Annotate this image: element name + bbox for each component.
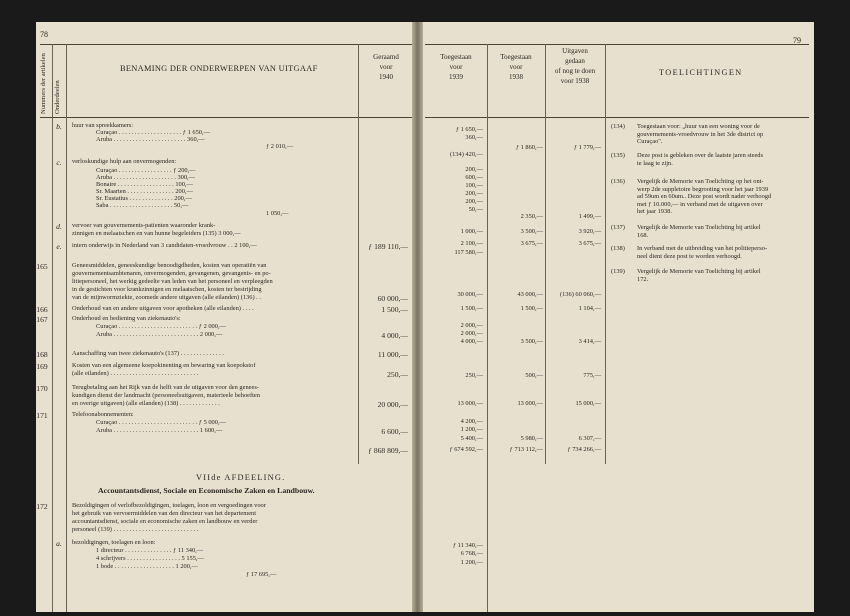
item-description: het gebruik van vervoermiddelen van den directeur van het departement — [72, 510, 257, 517]
item-description: kundigen dienst der landmacht (personeelsuitgaven, materieele behoeften — [72, 392, 260, 399]
left-page — [36, 22, 412, 612]
amount-1938: 3 500,— — [520, 338, 543, 345]
col-header-notes: TOELICHTINGEN — [659, 68, 743, 77]
estimate-amount: 4 000,— — [381, 331, 408, 340]
note-text: werp 2de suppletoire begrooting voor het jaar 1939 — [637, 185, 769, 193]
col-header-title: BENAMING DER ONDERWERPEN VAN UITGAAF — [120, 64, 318, 73]
section-subheading: Accountantsdienst, Sociale en Economische Zaken en Landbouw. — [98, 486, 315, 495]
amount-spent-1938: ƒ 734 266,— — [567, 446, 601, 453]
article-number: 166 — [36, 305, 48, 314]
amount-1939: 600,— — [465, 174, 483, 181]
item-description: Aruba . . . . . . . . . . . . . . . . . . . . . . . . . . . 1 600,— — [96, 427, 223, 434]
estimate-amount: ƒ 868 809,— — [368, 446, 408, 455]
estimate-amount: ƒ 189 110,— — [368, 242, 408, 251]
amount-1938: 5 980,— — [520, 435, 543, 442]
item-description: 4 schrijvers . . . . . . . . . . . . . . . . . 5 155,— — [96, 555, 204, 562]
amount-spent-1938: 15 000,— — [575, 400, 601, 407]
amount-1939: 4 200,— — [460, 418, 483, 425]
amount-1939: 200,— — [465, 198, 483, 205]
item-description: Aruba . . . . . . . . . . . . . . . . . . . . 300,— — [96, 174, 196, 181]
article-number: 168 — [36, 350, 48, 359]
item-description: (alle eilanden) . . . . . . . . . . . . . . . . . . . . . . . . . . . . — [72, 370, 199, 377]
estimate-amount: 20 000,— — [377, 400, 408, 409]
amount-1938: 43 000,— — [517, 291, 543, 298]
amount-1938: 13 000,— — [517, 400, 543, 407]
note-text: ad 59um en 60um.. Deze post wordt nader verhoogd — [637, 193, 772, 201]
col-header-granted-1939: Toegestaan voor 1939 — [440, 53, 472, 81]
item-description: ƒ 2 010,— — [266, 143, 294, 150]
item-description: Sr. Eustatius . . . . . . . . . . . . . . 200,— — [96, 195, 192, 202]
item-description: bezoldigingen, toelagen en loon: — [72, 539, 156, 546]
amount-spent-1938: 1 499,— — [578, 213, 601, 220]
item-description: 1 directeur . . . . . . . . . . . . . . . ƒ 11 340,— — [96, 547, 204, 554]
amount-1939: 1 200,— — [460, 559, 483, 566]
amount-1939: 200,— — [465, 190, 483, 197]
amount-1939: 5 400,— — [460, 435, 483, 442]
item-description: gouvernementsambtenaren, onvermogenden, gevangenen, gevangenis- en po- — [72, 270, 271, 277]
item-description: 1 050,— — [266, 210, 289, 217]
item-description: zinnigen en melaatschen en van hunne begeleiders (135) 3 000,— — [72, 230, 241, 237]
amount-spent-1938: ƒ 1 779,— — [573, 144, 601, 151]
col-divider — [605, 44, 606, 464]
note-text: gouvernements-vroedvrouw in het 3de district op — [637, 130, 764, 138]
item-description: van de mijnwormziekte, zoomede andere uitgaven (alle eilanden) (136) . . — [72, 294, 261, 301]
col-header-spent-1938: Uitgaven gedaan of nog te doen voor 1938 — [554, 47, 596, 85]
amount-1938: 3 500,— — [520, 228, 543, 235]
item-description: accountantsdienst, sociale en economische zaken en landbouw en verder — [72, 518, 258, 525]
amount-spent-1938: 3 675,— — [578, 240, 601, 247]
item-description: huur van spreekkamers: — [72, 122, 134, 129]
amount-spent-1938: 775,— — [583, 372, 601, 379]
estimate-amount: 11 000,— — [377, 350, 408, 359]
amount-1939: 2 100,— — [460, 240, 483, 247]
amount-1939: 1 000,— — [460, 228, 483, 235]
amount-1939: 30 000,— — [457, 291, 483, 298]
page-number: 79 — [793, 36, 801, 45]
amount-1939: 1 500,— — [460, 305, 483, 312]
note-text: te laag te zijn. — [637, 159, 673, 167]
item-description: Onderhoud en bediening van ziekenauto's: — [72, 315, 181, 322]
col-header-numbers: Nummers der artikelen — [40, 53, 47, 114]
item-description: Curaçao . . . . . . . . . . . . . . . . . ƒ 200,— — [96, 167, 196, 174]
amount-1939: 200,— — [465, 166, 483, 173]
note-text: In verband met de uitbreiding van het politieperso- — [637, 245, 768, 252]
note-text: 172. — [637, 275, 649, 283]
item-description: Curaçao . . . . . . . . . . . . . . . . . . . . . . . . . ƒ 2 000,— — [96, 323, 226, 330]
note-text: Curaçao". — [637, 138, 663, 146]
amount-1939: (134) 420,— — [449, 151, 483, 158]
amount-1939: ƒ 11 340,— — [452, 542, 483, 549]
item-description: Aanschaffing van twee ziekenauto's (137) . . . . . . . . . . . . . . — [72, 350, 224, 357]
amount-1938: ƒ 713 112,— — [509, 446, 543, 453]
amount-1939: 13 000,— — [457, 400, 483, 407]
note-text: met ƒ 10.000,— in verband met de uitgaven over — [637, 200, 763, 208]
page-number: 78 — [40, 30, 48, 39]
subdivision-letter: b. — [56, 122, 62, 131]
amount-1938: ƒ 1 860,— — [515, 144, 543, 151]
note-text: Vergelijk de Memorie van Toelichting bij artikel — [637, 268, 761, 275]
estimate-amount: 1 500,— — [381, 305, 408, 314]
item-description: in de gestichten voor krankzinnigen en melaatschen, kosten ter bestrijding — [72, 286, 262, 293]
article-number: 171 — [36, 411, 48, 420]
col-header-granted-1938: Toegestaan voor 1938 — [500, 53, 532, 81]
note-text: neel dient deze post te worden verhoogd. — [637, 252, 742, 260]
item-description: Onderhoud van en andere uitgaven voor apotheken (alle eilanden) . . . . — [72, 305, 254, 312]
note-text: 168. — [637, 231, 649, 239]
amount-spent-1938: 1 104,— — [578, 305, 601, 312]
item-description: Terugbetaling aan het Rijk van de helft van de uitgaven voor den genees- — [72, 384, 259, 391]
col-header-estimated: Geraamd voor 1940 — [373, 53, 399, 81]
amount-1939: 360,— — [465, 134, 483, 141]
amount-1939: 2 000,— — [460, 330, 483, 337]
amount-1939: 1 200,— — [460, 426, 483, 433]
item-description: en overige uitgaven) (alle eilanden) (138) . . . . . . . . . . . . . — [72, 400, 220, 407]
amount-1939: 117 580,— — [454, 249, 483, 256]
article-number: 167 — [36, 315, 48, 324]
estimate-amount: 250,— — [387, 370, 408, 379]
note-ref: (135) — [611, 152, 625, 159]
item-description: Curaçao . . . . . . . . . . . . . . . . . . . . ƒ 1 650,— — [96, 129, 210, 136]
amount-1938: 500,— — [525, 372, 543, 379]
amount-spent-1938: (136) 60 060,— — [559, 291, 601, 298]
subdivision-letter: a. — [56, 539, 62, 548]
note-text: Vergelijk de Memorie van Toelichting op het ont- — [637, 178, 764, 185]
estimate-amount: 60 000,— — [377, 294, 408, 303]
article-number: 172 — [36, 502, 48, 511]
note-ref: (134) — [611, 123, 625, 130]
item-description: intern onderwijs in Nederland van 3 candidaten-vroedvrouw . . 2 100,— — [72, 242, 257, 249]
subdivision-letter: d. — [56, 222, 62, 231]
item-description: litiepersoneel, het werkig gedeelte van leden van het personeel en verpleegden — [72, 278, 273, 285]
note-ref: (137) — [611, 224, 625, 231]
amount-1939: 2 000,— — [460, 322, 483, 329]
item-description: ƒ 17 695,— — [246, 571, 277, 578]
subdivision-letter: c. — [56, 158, 62, 167]
header-rule-bottom — [40, 117, 412, 118]
note-ref: (139) — [611, 268, 625, 275]
item-description: Bezoldigingen of verlofbezoldigingen, toelagen, loon en vergoedingen voor — [72, 502, 266, 509]
item-description: personeel (139) . . . . . . . . . . . . . . . . . . . . . . . . . . . — [72, 526, 199, 533]
item-description: Saba . . . . . . . . . . . . . . . . . . . . 50,— — [96, 202, 189, 209]
right-page — [423, 22, 814, 612]
article-number: 169 — [36, 362, 48, 371]
amount-1939: ƒ 1 650,— — [455, 126, 483, 133]
estimate-amount: 6 600,— — [381, 427, 408, 436]
item-description: Sr. Maarten . . . . . . . . . . . . . . . 200,— — [96, 188, 193, 195]
note-text: Toegestaan voor: „huur van een woning voor de — [637, 123, 760, 130]
note-text: Deze post is gebleken over de laatste jaren steeds — [637, 152, 763, 159]
item-description: vervoer van gouvernements-patienten waaronder krank- — [72, 222, 216, 229]
col-divider — [66, 44, 67, 612]
note-ref: (138) — [611, 245, 625, 252]
col-divider — [487, 44, 488, 612]
subdivision-letter: e. — [56, 242, 62, 251]
item-description: Telefoonabonnementen: — [72, 411, 134, 418]
item-description: Curaçao . . . . . . . . . . . . . . . . . . . . . . . . . ƒ 5 000,— — [96, 419, 226, 426]
amount-1938: 2 350,— — [520, 213, 543, 220]
item-description: Kosten van een algemeene koepokinenting en bewaring van koepokstof — [72, 362, 256, 369]
note-text: Vergelijk de Memorie van Toelichting bij artikel — [637, 224, 761, 231]
amount-1939: 100,— — [465, 182, 483, 189]
amount-1939: 6 768,— — [460, 550, 483, 557]
amount-spent-1938: 6 307,— — [578, 435, 601, 442]
article-number: 170 — [36, 384, 48, 393]
book-gutter — [412, 22, 423, 612]
section-heading: VIIde AFDEELING. — [196, 473, 286, 482]
amount-1938: 3 675,— — [520, 240, 543, 247]
note-text: het jaar 1938. — [637, 208, 672, 216]
amount-1938: 1 500,— — [520, 305, 543, 312]
col-header-subdivisions: Onderdeelen — [54, 80, 61, 114]
amount-spent-1938: 3 414,— — [578, 338, 601, 345]
amount-1939: ƒ 674 592,— — [449, 446, 483, 453]
amount-1939: 4 000,— — [460, 338, 483, 345]
header-rule-top — [40, 44, 412, 45]
amount-1939: 250,— — [465, 372, 483, 379]
article-number: 165 — [36, 262, 48, 271]
item-description: verloskundige hulp aan onvermogenden: — [72, 158, 177, 165]
header-rule-bottom — [425, 117, 809, 118]
note-ref: (136) — [611, 178, 625, 185]
item-description: Bonaire . . . . . . . . . . . . . . . . . . 100,— — [96, 181, 193, 188]
amount-1939: 50,— — [468, 206, 483, 213]
item-description: 1 bode . . . . . . . . . . . . . . . . . . . 1 200,— — [96, 563, 198, 570]
item-description: Aruba . . . . . . . . . . . . . . . . . . . . . . . . . . . 2 000,— — [96, 331, 223, 338]
header-rule-top — [425, 44, 809, 45]
item-description: Aruba . . . . . . . . . . . . . . . . . . . . . . . 360,— — [96, 136, 205, 143]
col-divider — [52, 44, 53, 612]
item-description: Geneesmiddelen, geneeskundige benoodigdheden, kosten van operatiën van — [72, 262, 267, 269]
amount-spent-1938: 3 920,— — [578, 228, 601, 235]
